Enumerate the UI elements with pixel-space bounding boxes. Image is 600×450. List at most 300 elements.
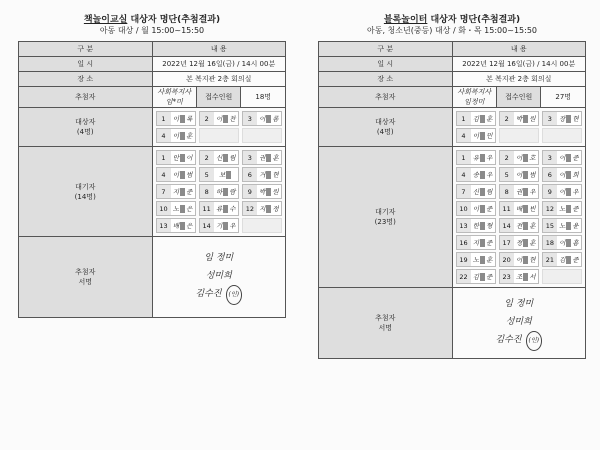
name-first-char: 보 [219,171,226,179]
name-last-char: 롬 [272,115,279,123]
place-value: 본 복지관 2층 회의실 [152,72,286,87]
name-entry [499,252,539,267]
entry-number: 12 [245,204,254,213]
document-left [18,0,286,318]
name-first-char: 배 [172,222,180,230]
name-last-char: 서 [529,273,536,281]
name-entry [199,128,239,143]
entry-number: 6 [247,170,252,179]
drawer-label: 추첨자 [319,87,453,108]
name-first-char: 이 [215,115,223,123]
place-label: 장 소 [319,72,453,87]
name-last-char: 흠 [572,239,579,247]
name-entry [156,111,196,126]
entry-name [557,112,581,125]
redaction-mask [566,188,571,196]
name-entry [156,218,196,233]
name-entry [242,150,282,165]
signature-3-name: 김수진 [195,289,222,299]
name-entry [456,235,496,250]
entry-name [514,202,538,215]
entry-name [557,236,581,249]
name-first-char: 신 [472,188,480,196]
entry-name [214,219,238,232]
entry-number: 22 [459,272,468,281]
name-first-char: 신 [215,154,223,162]
name-first-char: 이 [172,115,180,123]
name-entry [499,150,539,165]
name-entry [156,150,196,165]
name-last-char: 준 [486,239,493,247]
title-rest: 대상자 명단(추첨결과) [427,15,521,25]
name-first-char: 이 [559,171,566,179]
redaction-mask [180,171,185,179]
doc-subtitle: 아동 대상 / 월 15:00~15:50 [99,26,205,35]
name-last-char: 준 [486,273,493,281]
name-first-char: 지 [259,205,266,213]
title-program: 블록놀이터 [383,15,428,25]
name-entry [199,167,239,182]
name-entry [199,150,239,165]
entry-number: 5 [204,170,209,179]
entry-name [171,168,195,181]
doc-subtitle: 아동, 청소년(중등) 대상 / 화・목 15:00~15:50 [366,26,537,35]
entry-name [514,219,538,232]
redaction-mask [180,115,185,123]
redaction-mask [523,239,528,247]
name-entry [542,235,582,250]
name-first-char: 류 [215,205,223,213]
redaction-mask [223,222,228,230]
name-last-char: 현 [272,171,279,179]
entry-name [257,219,281,232]
name-last-char: 형 [486,222,493,230]
entry-number: 14 [202,221,211,230]
signature-1: 임 정미 [204,253,234,263]
signers-label: 추첨자 서명 [319,288,453,359]
name-last-char: 훈 [272,154,279,162]
name-entry [242,167,282,182]
entry-name [514,253,538,266]
name-first-char: 이 [259,115,266,123]
entry-number: 8 [204,187,209,196]
name-entry [499,235,539,250]
entry-name [514,151,538,164]
name-entry [542,218,582,233]
redaction-mask [223,154,228,162]
name-last-char: 민 [486,132,493,140]
entry-number: 2 [504,114,509,123]
redaction-mask [180,205,185,213]
redaction-mask [480,171,485,179]
title-program: 책놀이교실 [83,15,128,25]
name-first-char: 노 [472,256,480,264]
redaction-mask [480,115,485,123]
redaction-mask [266,171,271,179]
entry-number: 7 [461,187,466,196]
name-last-char: 정 [272,205,279,213]
entry-name [471,236,495,249]
name-first-char: 이 [559,188,566,196]
name-first-char: 박 [515,115,523,123]
name-entry [456,201,496,216]
name-entry [456,167,496,182]
header-value: 내 용 [152,42,286,57]
entry-number: 3 [247,114,252,123]
selected-grid [456,111,583,143]
name-entry [456,218,496,233]
signature-3-name: 김수진 [495,335,522,345]
date-label: 일 시 [319,57,453,72]
name-last-char: 훈 [186,132,193,140]
name-first-char: 박 [259,188,266,196]
entry-number: 13 [159,221,168,230]
name-last-char: 희 [572,171,579,179]
name-last-char: 준 [572,154,579,162]
entry-number: 1 [161,114,166,123]
name-entry [456,128,496,143]
entry-name [257,202,281,215]
name-last-char: 호 [529,154,536,162]
name-entry [456,252,496,267]
name-last-char: 우 [486,154,493,162]
name-first-char: 송 [472,171,480,179]
entry-name [257,185,281,198]
name-entry [456,111,496,126]
name-entry [199,111,239,126]
entry-name [257,168,281,181]
name-first-char: 김 [472,273,480,281]
name-entry [242,111,282,126]
name-last-char: 은 [186,222,193,230]
redaction-mask [523,154,528,162]
entry-name [171,151,195,164]
name-last-char: 현 [572,115,579,123]
entry-number: 4 [461,170,466,179]
name-entry [542,128,582,143]
name-first-char: 이 [559,239,566,247]
name-entry [499,111,539,126]
entry-number: 2 [204,114,209,123]
entry-name [557,253,581,266]
entry-number: 11 [502,204,511,213]
signature-2: 성미희 [205,271,232,281]
name-last-char: 훈 [529,239,536,247]
name-first-char: 권 [259,154,266,162]
entry-number: 4 [461,131,466,140]
place-label: 장 소 [19,72,153,87]
name-last-char: 람 [229,188,236,196]
entry-name [514,236,538,249]
name-last-char: 우 [229,222,236,230]
redaction-mask [266,188,271,196]
redaction-mask [566,205,571,213]
entry-number: 20 [502,255,511,264]
name-first-char: 이 [172,132,180,140]
name-first-char: 김 [472,115,480,123]
entry-name [171,219,195,232]
entry-number: 18 [545,238,554,247]
entry-number: 5 [504,170,509,179]
entry-number: 19 [459,255,468,264]
waiting-label: 대기자 (14명) [19,147,153,237]
entry-name [514,168,538,181]
name-last-char: 록 [186,115,193,123]
name-last-char: 우 [486,171,493,179]
entry-number: 10 [459,204,468,213]
name-last-char: 원 [529,115,536,123]
redaction-mask [480,273,485,281]
name-entry [499,167,539,182]
redaction-mask [480,222,485,230]
name-entry [499,201,539,216]
name-entry [456,269,496,284]
name-first-char: 한 [472,222,480,230]
date-value: 2022년 12월 16일(금) / 14시 00분 [452,57,586,72]
entry-name [257,151,281,164]
entry-name [557,185,581,198]
entry-number: 8 [504,187,509,196]
entry-name [514,270,538,283]
name-entry [199,201,239,216]
name-first-char: 김 [559,256,566,264]
name-entry [199,218,239,233]
name-entry [242,201,282,216]
name-last-char: 훈 [486,256,493,264]
entry-number: 1 [161,153,166,162]
name-first-char: 이 [559,154,566,162]
name-last-char: 범 [529,171,536,179]
redaction-mask [566,256,571,264]
date-value: 2022년 12월 16일(금) / 14시 00분 [152,57,286,72]
entry-name [471,270,495,283]
redaction-mask [480,256,485,264]
drawer-label: 추첨자 [19,87,153,108]
name-first-char: 거 [259,171,266,179]
entry-number: 4 [161,170,166,179]
redaction-mask [523,115,528,123]
result-table [318,41,586,359]
name-entry [542,111,582,126]
name-entry [156,128,196,143]
entry-name [557,202,581,215]
entry-number: 3 [247,153,252,162]
redaction-mask [480,132,485,140]
drawer-value: 사회복지사 임*미 [152,87,196,108]
name-last-char: 수 [229,205,236,213]
signature-3 [155,285,284,305]
redaction-mask [523,273,528,281]
entry-name [514,129,538,142]
entry-name [214,112,238,125]
name-first-char: 노 [559,205,566,213]
entry-name [514,112,538,125]
entry-number: 2 [504,153,509,162]
name-entry [542,269,582,284]
name-first-char: 정 [515,239,523,247]
selected-label: 대상자 (4명) [19,108,153,147]
name-first-char: 지 [472,239,480,247]
name-last-char: 훈 [529,222,536,230]
redaction-mask [180,222,185,230]
count-value: 18명 [241,87,286,108]
name-last-char: 빈 [529,205,536,213]
waiting-label: 대기자 (23명) [319,147,453,288]
name-first-char: 기 [215,222,223,230]
name-first-char: 이 [515,171,523,179]
name-entry [156,184,196,199]
entry-name [257,129,281,142]
name-first-char: 배 [515,205,523,213]
redaction-mask [523,171,528,179]
entry-number: 10 [159,204,168,213]
entry-number: 11 [202,204,211,213]
entry-name [214,168,238,181]
name-first-char: 지 [172,188,180,196]
title-rest: 대상자 명단(추첨결과) [127,15,221,25]
entry-name [214,185,238,198]
entry-name [471,253,495,266]
selected-grid [156,111,283,143]
name-last-char: 우 [529,188,536,196]
entry-name [557,168,581,181]
name-last-char: 준 [572,256,579,264]
name-last-char: 원 [272,188,279,196]
entry-number: 6 [547,170,552,179]
name-last-char: 현 [529,256,536,264]
doc-title [318,14,586,26]
name-last-char: 준 [572,205,579,213]
entry-name [171,112,195,125]
name-first-char: 노 [172,205,180,213]
entry-number: 9 [547,187,552,196]
name-entry [542,167,582,182]
result-table [18,41,286,318]
redaction-mask [266,115,271,123]
redaction-mask [480,188,485,196]
redaction-mask [523,188,528,196]
name-last-char: 이 [186,154,193,162]
redaction-mask [480,205,485,213]
name-first-char: 장 [559,115,566,123]
entry-name [171,129,195,142]
header-label: 구 분 [319,42,453,57]
redaction-mask [566,171,571,179]
signature-1: 임 정미 [504,299,534,309]
entry-name [471,151,495,164]
name-entry [242,218,282,233]
header-label: 구 분 [19,42,153,57]
signature-area [452,288,586,359]
entry-number: 13 [459,221,468,230]
name-entry [456,184,496,199]
name-entry [542,184,582,199]
name-last-char: 찬 [229,115,236,123]
name-entry [542,252,582,267]
redaction-mask [566,222,571,230]
entry-number: 16 [459,238,468,247]
name-entry [242,128,282,143]
name-entry [156,201,196,216]
signature-area [152,237,286,318]
signature-2: 성미희 [505,317,532,327]
redaction-mask [180,188,185,196]
redaction-mask [266,205,271,213]
name-entry [542,201,582,216]
entry-name [471,185,495,198]
name-entry [199,184,239,199]
entry-name [214,202,238,215]
redaction-mask [566,154,571,162]
entry-name [214,129,238,142]
name-last-char: 범 [186,171,193,179]
redaction-mask [266,154,271,162]
redaction-mask [523,256,528,264]
entry-name [257,112,281,125]
redaction-mask [566,239,571,247]
redaction-mask [566,115,571,123]
entry-name [171,185,195,198]
name-first-char: 권 [515,188,523,196]
place-value: 본 복지관 2층 회의실 [452,72,586,87]
name-entry [499,218,539,233]
entry-name [471,219,495,232]
name-first-char: 이 [472,205,480,213]
name-first-char: 이 [515,256,523,264]
entry-name [471,112,495,125]
redaction-mask [223,205,228,213]
entry-number: 17 [502,238,511,247]
waiting-grid [456,150,583,284]
redaction-mask [180,154,185,162]
count-value: 27명 [541,87,586,108]
entry-name [214,151,238,164]
signature-3 [455,331,584,351]
entry-number: 4 [161,131,166,140]
name-first-char: 안 [172,154,180,162]
entry-name [471,202,495,215]
entry-name [471,168,495,181]
entry-name [557,129,581,142]
entry-name [471,129,495,142]
name-first-char: 조 [515,273,523,281]
entry-number: 3 [547,153,552,162]
entry-name [557,219,581,232]
name-last-char: 우 [572,188,579,196]
name-entry [499,128,539,143]
entry-number: 15 [545,221,554,230]
entry-name [557,270,581,283]
name-last-char: 윤 [572,222,579,230]
redaction-mask [523,205,528,213]
name-entry [499,269,539,284]
seal-stamp: (인) [526,331,542,351]
seal-stamp: (인) [226,285,242,305]
name-first-char: 유 [472,154,480,162]
header-value: 내 용 [452,42,586,57]
name-last-char: 준 [186,188,193,196]
name-first-char: 전 [515,222,523,230]
entry-number: 3 [547,114,552,123]
name-entry [156,167,196,182]
name-last-char: 훈 [486,115,493,123]
redaction-mask [480,239,485,247]
date-label: 일 시 [19,57,153,72]
selected-label: 대상자 (4명) [319,108,453,147]
entry-name [514,185,538,198]
redaction-mask [223,115,228,123]
entry-number: 12 [545,204,554,213]
